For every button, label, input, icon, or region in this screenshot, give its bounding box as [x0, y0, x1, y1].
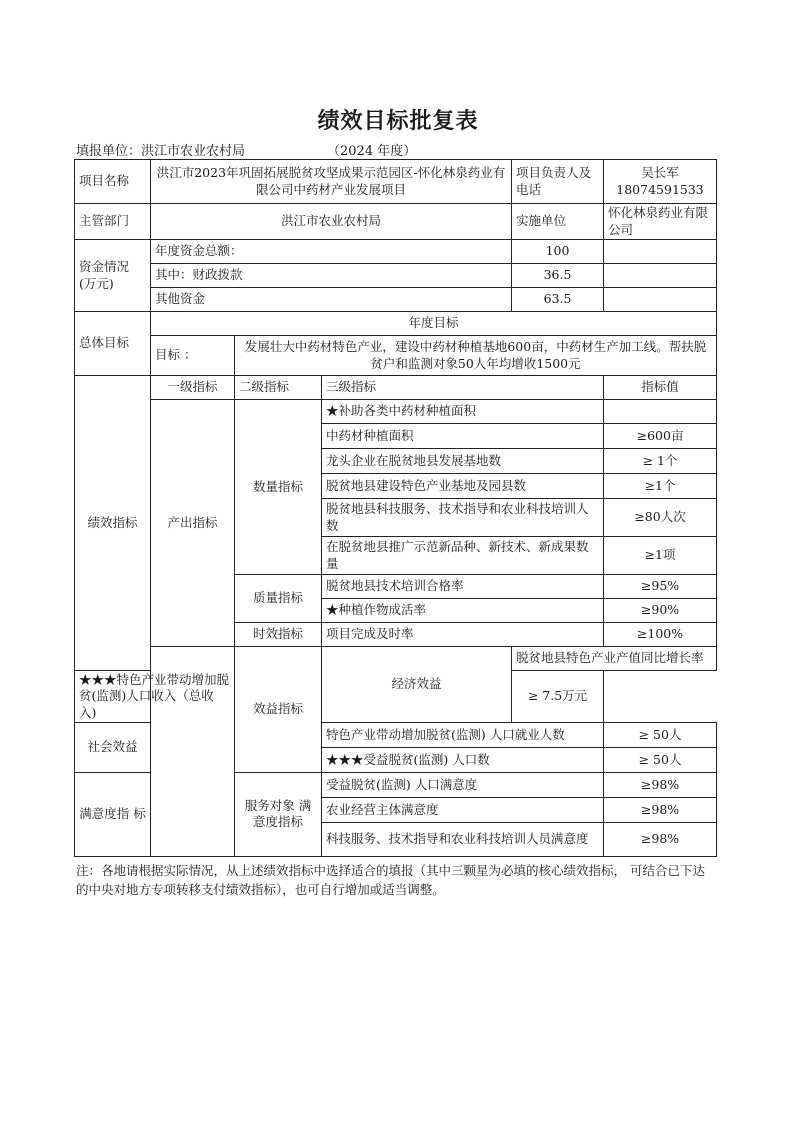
indicator-name: 脱贫地县建设特色产业基地及园县数	[322, 474, 604, 499]
project-leader-phone: 18074591533	[616, 181, 704, 197]
indicator-value: ≥100%	[604, 623, 717, 647]
funds-other-value: 63.5	[512, 288, 604, 312]
table-row	[75, 647, 717, 671]
economic-benefit-label: 经济效益	[322, 647, 512, 723]
funds-label: 资金情况(万元)	[75, 240, 151, 312]
indicator-value: ≥1个	[604, 474, 717, 499]
performance-indicator-label: 绩效指标	[75, 376, 151, 671]
funds-fiscal-value: 36.5	[512, 264, 604, 288]
indicator-header-row	[75, 376, 717, 400]
indicator-value: ≥1项	[604, 537, 717, 575]
project-name-value: 洪江市2023年巩固拓展脱贫攻坚成果示范园区-怀化林泉药业有限公司中药材产业发展项目	[151, 160, 512, 204]
quality-indicator-label: 质量指标	[235, 575, 322, 623]
funds-total-label: 年度资金总额：	[151, 240, 512, 264]
overall-target-label: 总体目标	[75, 312, 151, 376]
indicator-value: ≥80人次	[604, 499, 717, 537]
indicator-name: 在脱贫地县推广示范新品种、新技术、新成果数量	[322, 537, 604, 575]
indicator-name: ★★★受益脱贫(监测) 人口数	[322, 747, 604, 772]
implementing-unit-label: 实施单位	[512, 204, 604, 240]
indicator-value: ≥ 1个	[604, 449, 717, 474]
filing-year: （2024 年度）	[327, 144, 417, 159]
funds-total-extra	[604, 240, 717, 264]
indicator-name: 特色产业带动增加脱贫(监测) 人口就业人数	[322, 722, 604, 747]
page-title: 绩效目标批复表	[317, 108, 479, 134]
department-label: 主管部门	[75, 204, 151, 240]
value-header: 指标值	[604, 376, 717, 400]
indicator-name: 脱贫地县技术培训合格率	[322, 575, 604, 599]
indicator-name: 科技服务、技术指导和农业科技培训人员满意度	[322, 822, 604, 856]
indicator-name: 农业经营主体满意度	[322, 797, 604, 822]
funds-row	[75, 240, 717, 264]
indicator-name: 中药材种植面积	[322, 424, 604, 449]
funds-total-value: 100	[512, 240, 604, 264]
level3-header: 三级指标	[322, 376, 604, 400]
footnote: 注：各地请根据实际情况，从上述绩效指标中选择适合的填报（其中三颗星为必填的核心绩效指标， 可结合已下达的中央对地方专项转移支付绩效指标），也可自行增加或适当调整。	[76, 863, 705, 897]
funds-fiscal-extra	[604, 264, 717, 288]
benefit-indicator-label: 效益指标	[235, 647, 322, 773]
project-leader-name: 吴长军	[641, 165, 679, 181]
indicator-value: ≥600亩	[604, 424, 717, 449]
indicator-name: 受益脱贫(监测) 人口满意度	[322, 772, 604, 797]
department-value: 洪江市农业农村局	[151, 204, 512, 240]
level1-header: 一级指标	[151, 376, 235, 400]
level2-header: 二级指标	[235, 376, 322, 400]
output-indicator-label: 产出指标	[151, 400, 235, 647]
indicator-value: ≥98%	[604, 797, 717, 822]
social-benefit-label: 社会效益	[75, 722, 151, 772]
indicator-name: 脱贫地县特色产业产值同比增长率	[512, 647, 717, 671]
indicator-value: ≥95%	[604, 575, 717, 599]
annual-target-header: 年度目标	[151, 312, 717, 336]
indicator-name: ★★★特色产业带动增加脱贫(监测)人口收入（总收入)	[75, 671, 235, 723]
indicator-value: ≥90%	[604, 599, 717, 623]
project-leader-cell	[604, 160, 717, 204]
indicator-name: ★种植作物成活率	[322, 599, 604, 623]
indicator-value: ≥98%	[604, 822, 717, 856]
indicator-name: 项目完成及时率	[322, 623, 604, 647]
indicator-name: 龙头企业在脱贫地县发展基地数	[322, 449, 604, 474]
indicator-value: ≥98%	[604, 772, 717, 797]
funds-fiscal-label: 其中：财政拨款	[151, 264, 512, 288]
indicator-value: ≥ 50人	[604, 747, 717, 772]
overall-header-row	[75, 312, 717, 336]
target-label: 目标 ：	[151, 336, 235, 376]
indicator-value: ≥ 7.5万元	[512, 671, 604, 723]
project-name-label: 项目名称	[75, 160, 151, 204]
performance-target-table	[74, 159, 717, 857]
project-row	[75, 160, 717, 204]
implementing-unit-value: 怀化林泉药业有限公司	[604, 204, 717, 240]
satisfaction-indicator-label: 满意度指 标	[75, 772, 151, 856]
quantity-indicator-label: 数量指标	[235, 400, 322, 575]
indicator-name: 脱贫地县科技服务、技术指导和农业科技培训人数	[322, 499, 604, 537]
overall-target-row	[75, 336, 717, 376]
funds-row	[75, 288, 717, 312]
indicator-name: ★补助各类中药材种植面积	[322, 400, 604, 424]
department-row	[75, 204, 717, 240]
funds-row	[75, 264, 717, 288]
timeliness-indicator-label: 时效指标	[235, 623, 322, 647]
service-satisfaction-label: 服务对象 满意度指标	[235, 772, 322, 856]
funds-other-label: 其他资金	[151, 288, 512, 312]
project-leader-label: 项目负责人及电话	[512, 160, 604, 204]
funds-other-extra	[604, 288, 717, 312]
table-row	[75, 400, 717, 424]
indicator-value: ≥ 50人	[604, 722, 717, 747]
indicator-value	[604, 400, 717, 424]
target-text: 发展壮大中药材特色产业，建设中药材种植基地600亩，中药材生产加工线。帮扶脱贫户和监测对象50人年均增收1500元	[235, 336, 717, 376]
filing-unit: 填报单位：洪江市农业农村局	[76, 144, 246, 159]
